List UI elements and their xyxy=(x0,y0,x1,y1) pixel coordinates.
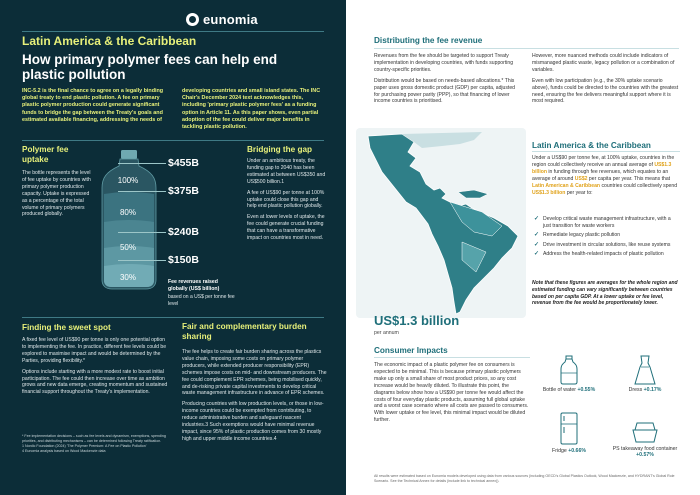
uptake-level: 100% xyxy=(117,176,139,185)
uptake-level: 30% xyxy=(119,273,136,282)
logo-text: eunomia xyxy=(203,12,258,27)
list-item xyxy=(534,242,680,249)
americas-map-icon xyxy=(362,132,527,317)
burden-sharing-heading: Fair and complementary burden sharing xyxy=(182,322,307,341)
paragraph: Options include starting with a more modest rate to boost initial participation. The fee could then increase over time as ambition grows and new data emerge, creating momentum and sustained financial support throughout the Treaty's implementation. xyxy=(22,368,168,396)
region-title: Latin America & the Caribbean xyxy=(22,34,197,48)
left-page xyxy=(0,0,346,495)
footnote: 1 Nordic Foundation (2024) 'The Polymer Premium: A Fee on Plastic Pollution' xyxy=(22,444,147,448)
product-impact: +0.17% xyxy=(643,387,662,393)
consumer-heading: Consumer Impacts xyxy=(374,346,448,355)
product-name: Bottle of water xyxy=(542,387,576,393)
product-dress xyxy=(610,355,680,393)
check-icon: ✓ xyxy=(534,241,540,248)
consumer-body: The economic impact of a plastic polymer fee on consumers is expected to be minimal. This is because primary plastic polymers make up only a small share of most product prices, so any cost increase would be heavily diluted. To illustrate this point, the diagrams below show how a US$90 per tonne fee would affect the costs of four everyday plastic products, assuming full global uptake and a worst case scenario where all costs are passed to consumers. With lower uptake or fee level, this minimal impact would be diluted further. xyxy=(374,362,529,424)
product-impact: +0.57% xyxy=(636,452,654,458)
product-water-bottle xyxy=(534,355,604,393)
paragraph: A fee of US$90 per tonne at 100% uptake could close this gap and help end plastic pollution globally. xyxy=(247,189,325,210)
paragraph: Under an ambitious treaty, the funding gap to 2040 has been estimated at between US$350 and US$500 billion.1 xyxy=(247,158,326,185)
highlight-run: Latin American & Caribbean xyxy=(532,182,601,189)
divider xyxy=(374,48,679,49)
dress-icon xyxy=(633,355,657,385)
revenue-amount: $240B xyxy=(168,226,199,238)
revenue-legend-sub: based on a US$ per tonne fee level xyxy=(168,294,235,307)
benefits-list xyxy=(534,216,680,261)
level-connector xyxy=(118,232,166,233)
list-item-label: Develop critical waste management infrastructure, with a just transition for waste workers xyxy=(543,216,671,229)
text-run: Under a US$90 per tonne fee, at 100% uptake, countries in the region could collectively receive an annual average of xyxy=(532,155,675,168)
list-item xyxy=(534,216,680,229)
uptake-level: 80% xyxy=(119,208,136,217)
check-icon: ✓ xyxy=(534,232,540,239)
intro-col-2: developing countries and small island states. The INC Chair's December 2024 text acknowledges this, including 'primary plastic polymer fees' as a funding option in Article 11. As this paper shows, even partial adoption of the fee could deliver major benefits in tackling plastic pollution. xyxy=(182,88,321,131)
paragraph: Revenues from the fee should be targeted to support Treaty implementation in developing countries, with funds supporting country-specific priorities. xyxy=(374,53,514,73)
paragraph: However, more nuanced methods could include indicators of mismanaged plastic waste, legacy pollution or a combination of variables. xyxy=(532,53,675,73)
paragraph: A fixed fee level of US$90 per tonne is only one potential option to implementing the fee. In practice, different fee levels could be explored to maximise impact and would be determined by the Parties, providing flexibility.* xyxy=(22,337,167,364)
sweet-spot-heading: Finding the sweet spot xyxy=(22,323,111,332)
list-item xyxy=(534,251,680,258)
footnotes xyxy=(22,434,170,454)
revenue-amount: $150B xyxy=(168,254,199,266)
paragraph: Even with low participation (e.g., the 30% uptake scenario above), funds could be directed to the countries with the greatest need, ensuring the fee delivers meaningful support where it is most required. xyxy=(532,77,679,105)
paragraph: Distribution would be based on needs-based allocations.* This paper uses gross domestic product (GDP) per capita, adjusted for purchasing power parity (PPP), so that financing of lower income countries is prioritised. xyxy=(374,77,515,105)
fridge-icon xyxy=(559,412,579,446)
text-run: in funding through fee revenues, which equates to an average of around xyxy=(532,168,669,182)
product-fridge xyxy=(534,412,604,454)
text-run: countries could collectively spend xyxy=(600,182,678,189)
revenue-amount: $375B xyxy=(168,185,199,197)
highlight-run: US$1.3 billion xyxy=(532,189,566,196)
list-item-label: Address the health-related impacts of plastic pollution xyxy=(543,251,664,258)
paragraph: The fee helps to create fair burden sharing across the plastics value chain, imposing some costs on primary polymer producers, while extended producer responsibility (EPR) schemes impose costs on mid- and downstream producers. The fee could complement EPR schemes, being mobilised quickly, and de-risking private capital investments to develop critical waste management infrastructure in advance of EPR schemes. xyxy=(182,349,327,397)
big-number: US$1.3 billion xyxy=(374,313,460,328)
lac-body xyxy=(532,155,680,196)
polymer-fee-heading: Polymer fee uptake xyxy=(22,145,69,164)
product-impact: +0.66% xyxy=(568,448,586,454)
text-run: per year to: xyxy=(565,189,593,196)
right-footnote: All results were estimated based on Eunomia models developed using data from various sources (including OECD's Global Plastics Outlook, Wood Mackenzie, and HYDRANT's Global Role Scenario. See the Technical Annex for details (include link to technical annex)). xyxy=(374,474,675,483)
intro-col-1: INC-5.2 is the final chance to agree on a legally binding global treaty to end plastic pollution. A fee on primary plastic polymer production could generate significant funds to bridge the gap between the Treaty's goals and estimated available financing, addressing the needs of xyxy=(22,88,164,123)
bridging-body xyxy=(247,158,327,246)
divider xyxy=(22,140,324,141)
distribution-col-1 xyxy=(374,53,520,109)
eunomia-logo-icon xyxy=(186,13,199,26)
product-impact: +0.55% xyxy=(577,387,596,393)
eunomia-logo xyxy=(186,12,258,27)
divider xyxy=(22,317,324,318)
product-name: Fridge xyxy=(552,448,567,454)
burden-sharing-body xyxy=(182,349,327,447)
product-name: Dress xyxy=(628,387,643,393)
level-connector xyxy=(118,163,166,164)
big-number-unit: per annum xyxy=(374,330,399,336)
bridging-heading: Bridging the gap xyxy=(247,145,313,154)
distribution-heading: Distributing the fee revenue xyxy=(374,36,483,45)
highlight-run: US$1.3 billion xyxy=(532,161,672,175)
divider xyxy=(22,31,324,32)
food-container-icon xyxy=(631,420,659,444)
water-bottle-icon xyxy=(558,355,580,385)
bottle-icon xyxy=(94,148,164,290)
divider xyxy=(532,151,680,152)
revenue-legend-heading: Fee revenues raised globally (US$ billion) xyxy=(168,279,220,292)
footnote: * Fee implementation decisions – such as fee levels and dynamism, exemptions, spending priorities, and distributing mechanisms – can be determined following Treaty ratification. xyxy=(22,434,166,443)
list-item-label: Drive investment in circular solutions, like reuse systems xyxy=(543,241,671,248)
text-run: per capita per year. This means that xyxy=(587,175,671,182)
polymer-fee-body: The bottle represents the level of fee uptake by countries with primary polymer production capacity. Uptake is expressed as a percentage of the total volume of primary polymers produced globally. xyxy=(22,170,91,218)
check-icon: ✓ xyxy=(534,216,540,222)
uptake-level: 50% xyxy=(119,243,136,252)
revenue-amount: $455B xyxy=(168,157,199,169)
list-item-label: Remediate legacy plastic pollution xyxy=(543,232,621,239)
page-heading: How primary polymer fees can help end plastic pollution xyxy=(22,52,278,82)
lac-heading: Latin America & the Caribbean xyxy=(532,141,651,150)
level-connector xyxy=(118,260,166,261)
highlight-run: US$2 xyxy=(574,175,588,182)
product-food-container xyxy=(610,420,680,458)
sweet-spot-body xyxy=(22,337,170,400)
list-item xyxy=(534,232,680,239)
check-icon: ✓ xyxy=(534,251,540,258)
page-gutter xyxy=(346,0,354,495)
distribution-col-2 xyxy=(532,53,680,109)
product-name: PS takeaway food container xyxy=(612,446,678,452)
level-connector xyxy=(118,191,166,192)
regional-note: Note that these figures are averages for the whole region and estimated funding can vary significantly between countries based on per capita GDP. At a lower uptake or fee level, revenue from the fee would be proportionately lower. xyxy=(532,280,678,307)
divider xyxy=(374,357,530,358)
paragraph: Producing countries with low production levels, or those in low-income countries could be exempted from contributing, to reduce administrative burden and safeguard nascent industries.3 Such exemptions would have minimal revenue impact, since 95% of plastic production comes from 30 mostly high and upper middle income countries.4 xyxy=(182,401,324,442)
footnote: 4 Eunomia analysis based on Wood Mackenzie data xyxy=(22,449,106,453)
paragraph: Even at lower levels of uptake, the fee could generate crucial funding that can have a transformative impact on countries most in need. xyxy=(247,214,325,242)
